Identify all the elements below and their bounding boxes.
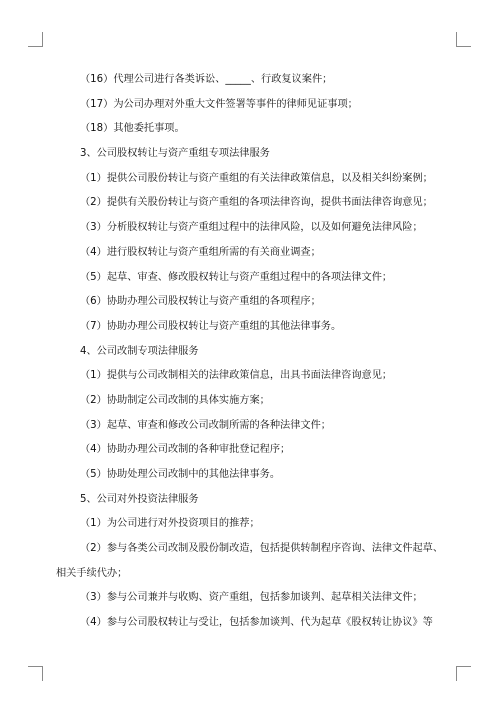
paragraph-line: （2）参与各类公司改制及股份制改造，包括提供转制程序咨询、法律文件起草、 xyxy=(80,543,444,555)
paragraph-line: （5）起草、审查、修改股权转让与资产重组过程中的各项法律文件； xyxy=(80,271,393,283)
section-heading: 3、公司股权转让与资产重组专项法律服务 xyxy=(80,148,270,160)
paragraph-line: （4）协助办理公司改制的各种审批登记程序； xyxy=(80,444,291,456)
paragraph-line: （1）提供与公司改制相关的法律政策信息，出具书面法律咨询意见； xyxy=(80,370,393,382)
paragraph-line: （2）提供有关股份转让与资产重组的各项法律咨询，提供书面法律咨询意见； xyxy=(80,197,433,209)
paragraph-line: （7）协助办理公司股权转让与资产重组的其他法律事务。 xyxy=(80,320,342,332)
paragraph-line: （18）其他委托事项。 xyxy=(80,123,185,135)
document-body xyxy=(56,68,456,636)
section-heading: 5、公司对外投资法律服务 xyxy=(80,493,199,505)
paragraph-line: （3）参与公司兼并与收购、资产重组，包括参加谈判、起草相关法律文件； xyxy=(80,592,423,604)
crop-mark-bottom-left xyxy=(28,666,43,681)
paragraph-line: （2）协助制定公司改制的具体实施方案； xyxy=(80,394,270,406)
paragraph-line: （5）协助处理公司改制中的其他法律事务。 xyxy=(80,469,281,480)
section-heading: 4、公司改制专项法律服务 xyxy=(80,345,199,357)
paragraph-line: （6）协助办理公司股权转让与资产重组的各项程序； xyxy=(80,296,321,308)
paragraph-line: （17）为公司办理对外重大文件签署等事件的律师见证事项； xyxy=(80,98,358,110)
paragraph-line: （4）参与公司股权转让与受让，包括参加谈判、代为起草《股权转让协议》等 xyxy=(80,617,433,629)
paragraph-line: （3）起草、审查和修改公司改制所需的各种法律文件； xyxy=(80,419,331,431)
paragraph-line-continuation: 相关手续代办； xyxy=(56,567,128,579)
paragraph-line: （4）进行股权转让与资产重组所需的有关商业调查； xyxy=(80,246,321,258)
paragraph-line: （3）分析股权转让与资产重组过程中的法律风险，以及如何避免法律风险； xyxy=(80,222,423,234)
paragraph-line: （1）提供公司股份转让与资产重组的有关法律政策信息，以及相关纠纷案例； xyxy=(80,172,433,184)
paragraph-line: （1）为公司进行对外投资项目的推荐； xyxy=(80,518,260,530)
crop-mark-bottom-right xyxy=(456,666,471,681)
paragraph-line: （16）代理公司进行各类诉讼、_____、行政复议案件； xyxy=(80,74,333,85)
crop-mark-top-right xyxy=(456,32,471,47)
crop-mark-top-left xyxy=(28,32,43,47)
